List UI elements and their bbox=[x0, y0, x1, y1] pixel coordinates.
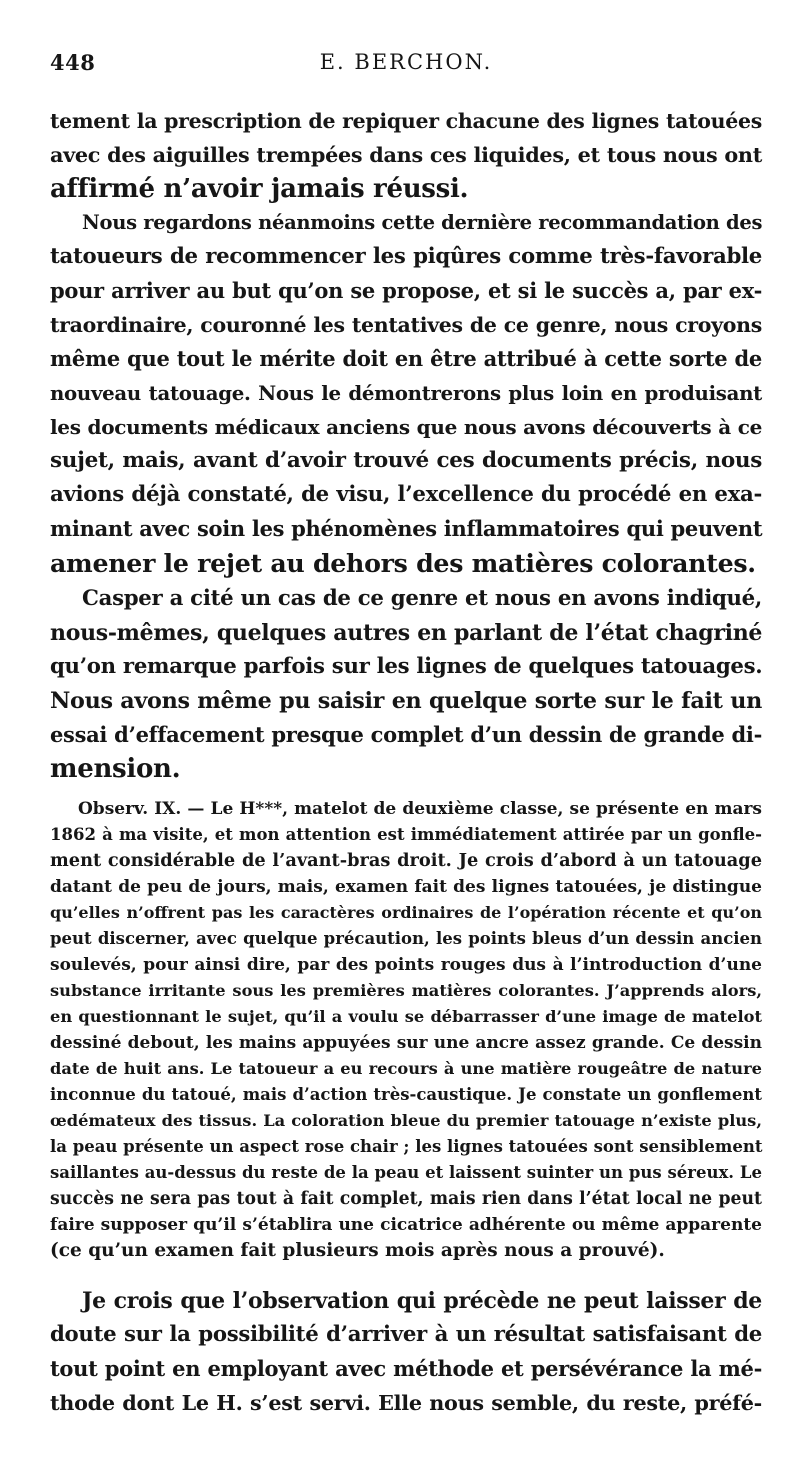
observation-line: (ce qu’un examen fait plusieurs mois après nous a prouvé). bbox=[50, 1240, 665, 1261]
text-line: tement la prescription de repiquer chacune des lignes tatouées bbox=[50, 109, 762, 133]
text-line: Casper a cité un cas de ce genre et nous en avons indiqué, bbox=[82, 586, 762, 611]
text-line: avec des aiguilles trempées dans ces liquides, et tous nous ont bbox=[50, 143, 762, 167]
text-line: thode dont Le H. s’est servi. Elle nous semble, du reste, préfé- bbox=[50, 1391, 762, 1415]
observation-line: 1862 à ma visite, et mon attention est immédiatement attirée par un gonfle- bbox=[50, 825, 762, 844]
text-line: nous-mêmes, quelques autres en parlant de l’état chagriné bbox=[50, 620, 763, 646]
observation-line: ment considérable de l’avant-bras droit. Je crois d’abord à un tatouage bbox=[50, 850, 762, 871]
observation-line: peut discerner, avec quelque précaution, les points bleus d’un dessin ancien bbox=[50, 929, 762, 948]
observation-line: datant de peu de jours, mais, examen fait des lignes tatouées, je distingue bbox=[50, 877, 762, 897]
text-line: traordinaire, couronné les tentatives de ce genre, nous croyons bbox=[50, 313, 762, 337]
observation-line: dessiné debout, les mains appuyées sur une ancre assez grande. Ce dessin bbox=[50, 1033, 762, 1053]
observation-line: inconnue du tatoué, mais d’action très-caustique. Je constate un gonflement bbox=[50, 1085, 762, 1104]
text-line: mension. bbox=[50, 754, 181, 784]
text-line: pour arriver au but qu’on se propose, et si le succès a, par ex- bbox=[50, 278, 762, 303]
text-line: amener le rejet au dehors des matières colorantes. bbox=[50, 548, 756, 578]
text-line: minant avec soin les phénomènes inflammatoires qui peuvent bbox=[50, 516, 763, 541]
observation-line: la peau présente un aspect rose chair ; les lignes tatouées sont sensiblement bbox=[50, 1137, 763, 1156]
text-line: même que tout le mérite doit en être attribué à cette sorte de bbox=[50, 346, 762, 371]
observation-line: qu’elles n’offrent pas les caractères ordinaires de l’opération récente et qu’on bbox=[50, 903, 762, 922]
text-line: Nous regardons néanmoins cette dernière recommandation des bbox=[82, 211, 763, 234]
observation-line: substance irritante sous les premières matières colorantes. J’apprends alors, bbox=[50, 981, 762, 1000]
page-header bbox=[50, 50, 762, 84]
text-line: doute sur la possibilité d’arriver à un résultat satisfaisant de bbox=[50, 1322, 762, 1347]
observation-line: Observ. IX. — Le H***, matelot de deuxième classe, se présente en mars bbox=[78, 799, 762, 819]
observation-line: œdémateux des tissus. La coloration bleue du premier tatouage n’existe plus, bbox=[50, 1111, 762, 1130]
text-line: nouveau tatouage. Nous le démontrerons plus loin en produisant bbox=[50, 381, 762, 405]
text-line: qu’on remarque parfois sur les lignes de quelques tatouages. bbox=[50, 654, 763, 679]
text-line: tout point en employant avec méthode et persévérance la mé- bbox=[50, 1356, 762, 1381]
text-line: les documents médicaux anciens que nous avons découverts à ce bbox=[50, 415, 762, 439]
page-number: 448 bbox=[50, 50, 96, 75]
text-line: avions déjà constaté, de visu, l’excellence du procédé en exa- bbox=[50, 482, 762, 507]
text-line: tatoueurs de recommencer les piqûres comme très-favorable bbox=[50, 244, 762, 269]
observation-line: faire supposer qu’il s’établira une cicatrice adhérente ou même apparente bbox=[50, 1215, 762, 1235]
text-line: essai d’effacement presque complet d’un dessin de grande di- bbox=[50, 722, 762, 747]
text-line: Je crois que l’observation qui précède ne peut laisser de bbox=[82, 1288, 762, 1314]
observation-line: saillantes au-dessus du reste de la peau et laissent suinter un pus séreux. Le bbox=[50, 1163, 762, 1182]
observation-line: en questionnant le sujet, qu’il a voulu se débarrasser d’une image de matelot bbox=[50, 1007, 762, 1026]
text-line: Nous avons même pu saisir en quelque sorte sur le fait un bbox=[50, 688, 762, 714]
text-line: affirmé n’avoir jamais réussi. bbox=[50, 174, 469, 204]
observation-line: date de huit ans. Le tatoueur a eu recours à une matière rougeâtre de nature bbox=[50, 1059, 762, 1078]
text-line: sujet, mais, avant d’avoir trouvé ces documents précis, nous bbox=[50, 448, 762, 473]
running-head: E. BERCHON. bbox=[319, 50, 493, 74]
observation-line: succès ne sera pas tout à fait complet, mais rien dans l’état local ne peut bbox=[50, 1189, 762, 1209]
observation-line: soulevés, pour ainsi dire, par des points rouges dus à l’introduction d’une bbox=[50, 955, 762, 975]
